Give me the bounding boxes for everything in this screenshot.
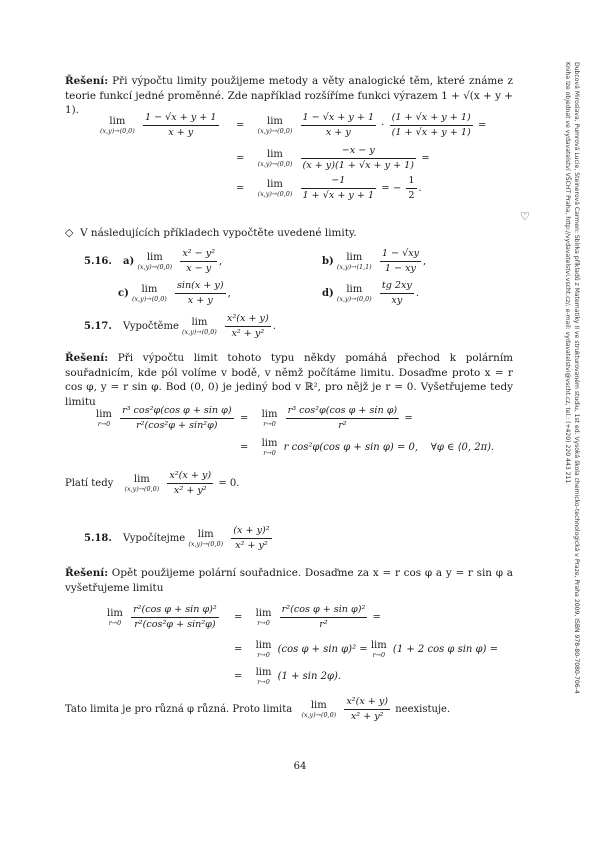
exercise-5-16-b: b) lim (x,y)→(1,1) $\frac{1 - √xy}{1 - xy}$ ,	[322, 248, 427, 274]
equation-block-2-rhs2: = lim r→0 r cos²φ(cos φ + sin φ) = 0, ∀φ ∈ ⟨0, 2π).	[240, 438, 495, 457]
page-number: 64	[293, 761, 307, 772]
heart-icon: ♡	[520, 210, 530, 223]
sidebar-citation	[540, 0, 600, 849]
solution-1-text: Při výpočtu limity použijeme metody a věty analogické těm, které známe z teorie funkcí jedné proměnné. Zde například rozšíříme funkci výrazem 1 + √(x + y + 1).	[65, 75, 513, 116]
solution-label: Řešení:	[65, 75, 109, 87]
intro-text: V následujících příkladech vypočtěte uvedené limity.	[80, 227, 357, 239]
solution-1-paragraph	[65, 74, 513, 118]
exercise-intro	[65, 226, 513, 241]
diamond-icon: ◇	[65, 226, 74, 239]
equation-block-2: lim r→0 $\frac{\text{r³ cos²φ(cos φ + sin φ)}}{\text{r²(cos²φ + sin²φ)}}$	[96, 405, 232, 431]
equation-block-3-rhs2: = lim r→0 (cos φ + sin φ)² = lim r→0 (1 + 2 cos φ sin φ) =	[234, 640, 498, 659]
equation-block-1-rhs3: = lim (x,y)→(0,0) $\frac{-1}{1 + √x + y + 1}$ = − $\frac{1}{2}$ .	[236, 175, 422, 201]
exercise-5-16: 5.16. a) lim (x,y)→(0,0) $\frac{\text{x² − y²}}{x - y}$ ,	[84, 248, 223, 274]
equation-block-1-rhs1: = lim (x,y)→(0,0) $\frac{1 - √x + y + 1}{x + y}$ · $\frac{(1 + √x + y + 1)}{(1 + √x + y + 1)}$ =	[236, 112, 487, 138]
exercise-5-17: 5.17. Vypočtěme lim (x,y)→(0,0) $\frac{\text{x²(x + y)}}{\text{x² + y²}}$ .	[84, 313, 276, 339]
equation-block-3: lim r→0 $\frac{\text{r²(cos φ + sin φ)²}}{\text{r²(cos²φ + sin²φ)}}$	[107, 604, 217, 630]
equation-block-1-rhs2: = lim (x,y)→(0,0) $\frac{-x - y}{(x + y)(1 + √x + y + 1)}$ =	[236, 145, 430, 171]
citation-line-2: Kniha lze objednat ve vydavatelství VŠCHT Praha, http://vydavatelstvi.vscht.cz/, e-mail: vydavatelstvi@vscht.cz, tel.: (+420) 220 443 211	[564, 62, 572, 484]
exercise-5-16-c: c) lim (x,y)→(0,0) $\frac{\sin(x + y)}{x + y}$ ,	[118, 280, 231, 306]
solution-3-paragraph: Řešení: Opět použijeme polární souřadnice. Dosaďme za x = r cos φ a y = r sin φ a vyšetřujeme limitu	[65, 567, 513, 594]
conclusion-2: Tato limita je pro různá φ různá. Proto limita lim (x,y)→(0,0) $\frac{\text{x²(x + y)}}{\text{x² + y²}}$ neexistuje.	[65, 696, 451, 722]
equation-block-1: lim (x,y)→(0,0) $\frac{1 - √x + y + 1}{x + y}$	[100, 112, 217, 138]
equation-block-2-rhs1: = lim r→0 $\frac{\text{r³ cos²φ(cos φ + sin φ)}}{\text{r²}}$ =	[240, 405, 413, 431]
citation-line-1: Dubcová Miroslava, Pumrová Lucie, Steinerová Carmen: Sbírka příkladů z Matematiky II ve strukturovaném studiu, 1st ed. Vysoká škola chemicko-technologická v Praze, Praha 2009, ISBN 978-80-7080-706-4	[573, 62, 580, 694]
equation-block-3-rhs3: = lim r→0 (1 + sin 2φ).	[234, 667, 342, 686]
exercise-5-18: 5.18. Vypočítejme lim (x,y)→(0,0) $\frac{\text{(x + y)²}}{\text{x² + y²}}$	[84, 525, 270, 551]
exercise-number: 5.16.	[84, 255, 112, 267]
solution-2-paragraph: Řešení: Při výpočtu limit tohoto typu někdy pomáhá přechod k polárním souřadnicím, kde pól volíme v bodě, v němž počítáme limitu. Dosaďme proto x = r cos φ, y = r sin φ. Bod (0, 0) je jediný bod v ℝ², pro nějž je r = 0. Vyšetřujeme tedy limitu	[65, 352, 513, 408]
equation-block-3-rhs1: = lim r→0 $\frac{\text{r²(cos φ + sin φ)²}}{\text{r²}}$ =	[234, 604, 381, 630]
exercise-5-16-d: d) lim (x,y)→(0,0) $\frac{tg 2xy}{xy}$ .	[322, 280, 420, 306]
conclusion-1: Platí tedy lim (x,y)→(0,0) $\frac{\text{x²(x + y)}}{\text{x² + y²}}$ = 0.	[65, 470, 240, 496]
